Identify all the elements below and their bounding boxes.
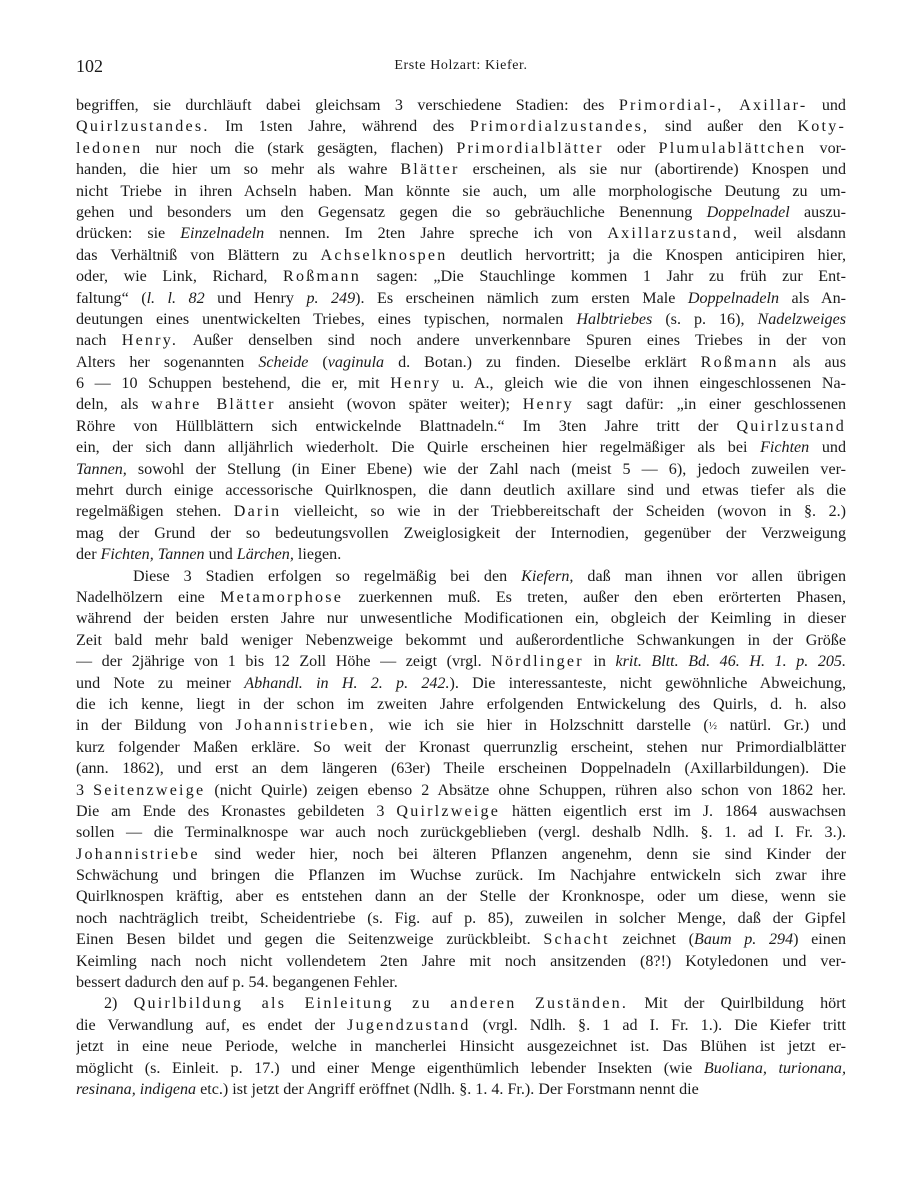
text-run: (ann. 1862), und erst an dem längeren (63er) Theile erscheinen Doppelnadeln (Axillarbildungen). Die <box>76 760 846 778</box>
spaced-text: Achselknospen <box>320 246 448 264</box>
text-line <box>76 822 846 843</box>
text-line <box>76 673 846 694</box>
italic-text: resinana, indigena <box>76 1080 197 1098</box>
text-run: zuerkennen muß. Es treten, außer den eben erörterten Phasen, <box>343 588 846 606</box>
text-line <box>76 844 846 865</box>
text-run: Mit der Quirlbildung hört <box>628 995 846 1013</box>
italic-text: Nadelzweiges <box>757 310 846 328</box>
spaced-text: Primordialzustandes, <box>469 118 650 136</box>
text-line <box>76 951 846 972</box>
italic-text: Fichten <box>760 439 810 457</box>
text-run: nicht Triebe in ihren Achseln haben. Man könnte sie auch, um alle morphologische Deutung zu um- <box>76 182 846 200</box>
text-run: regelmäßigen stehen. <box>76 503 234 521</box>
text-line <box>76 544 846 565</box>
text-run: oder <box>603 139 659 157</box>
spaced-text: Koty- <box>797 118 846 136</box>
text-line <box>76 1015 846 1036</box>
spaced-text: Johannistrieben, <box>235 717 376 735</box>
italic-text: Lärchen, <box>236 546 294 564</box>
spaced-text: Roßmann <box>700 353 779 371</box>
spaced-text: Axillarzustand, <box>607 225 740 243</box>
text-line <box>76 715 846 736</box>
text-line <box>76 245 846 266</box>
text-run: jetzt in eine neue Periode, welche in mancherlei Hinsicht ausgezeichnet ist. Das Blühen ist jetzt er- <box>76 1038 846 1056</box>
text-run: Keimling nach noch nicht vollendetem 2ten Jahre mit noch ansitzenden (8?!) Kotyledonen und ver- <box>76 952 846 970</box>
italic-text: Doppelnadeln <box>687 289 780 307</box>
italic-text: Baum p. 294 <box>694 931 794 949</box>
text-run: als An- <box>779 289 846 307</box>
text-run: Zeit bald mehr bald weniger Nebenzweige bekommt und außerordentliche Schwankungen in der Größe <box>76 631 846 649</box>
text-line <box>76 737 846 758</box>
text-run: möglicht (s. Einleit. p. 17.) und einer Menge eigenthümlich lebender Insekten (wie <box>76 1059 704 1077</box>
text-run: liegen. <box>293 546 342 564</box>
text-run: sowohl der Stellung (in Einer Ebene) wie der Zahl nach (meist 5 — 6), jedoch zuweilen ver- <box>126 460 846 478</box>
spaced-text: Henry <box>522 396 574 414</box>
text-line <box>76 459 846 480</box>
text-line <box>76 223 846 244</box>
text-run: und Henry <box>204 289 307 307</box>
text-run: sollen — die Terminalknospe war auch noch zurückgeblieben (vergl. deshalb Ndlh. §. 1. ad I. Fr. 3.). <box>76 824 846 842</box>
italic-text: Halbtriebes <box>576 310 653 328</box>
text-line <box>76 288 846 309</box>
text-run: Schwächung und bringen die Pflanzen im Wuchse zurück. Im Nachjahre entwickeln sich zwar ihre <box>76 867 846 885</box>
text-line <box>76 1036 846 1057</box>
text-line <box>76 352 846 373</box>
text-run: mehrt durch einige accessorische Quirlknospen, die dann deutlich axillare sind und etwas tiefer als die <box>76 482 846 500</box>
text-run: sind außer den <box>649 118 798 136</box>
text-run: d. Botan.) zu finden. Dieselbe erklärt <box>384 353 701 371</box>
text-run: etc.) ist jetzt der Angriff eröffnet (Ndlh. §. 1. 4. Fr.). Der Forstmann nennt die <box>196 1080 699 1098</box>
spaced-text: Jugendzustand <box>347 1016 471 1034</box>
italic-text: Kiefern, <box>521 567 574 585</box>
spaced-text: Plumulablättchen <box>658 139 807 157</box>
spaced-text: wahre Blätter <box>151 396 276 414</box>
text-line <box>76 608 846 629</box>
text-run: ). Es erscheinen nämlich zum ersten Male <box>355 289 688 307</box>
text-run: zeichnet ( <box>609 931 695 949</box>
text-run: handen, die hier um so mehr als wahre <box>76 161 401 179</box>
text-run: und Note zu meiner <box>76 674 245 692</box>
page-header <box>76 56 846 80</box>
text-run: gehen und besonders um den Gegensatz gegen die so gebräuchliche Benennung <box>76 203 707 221</box>
text-line <box>76 116 846 137</box>
spaced-text: Quirlbildung als Einleitung zu anderen Zuständen. <box>133 995 629 1013</box>
text-line <box>76 394 846 415</box>
text-run: Nadelhölzern eine <box>76 588 221 606</box>
text-run: nach <box>76 332 122 350</box>
text-run: ( <box>308 353 328 371</box>
text-line <box>76 138 846 159</box>
spaced-text: Roßmann <box>283 268 362 286</box>
italic-text: Tannen, <box>76 460 127 478</box>
spaced-text: Blätter <box>400 161 460 179</box>
text-run: deutlich hervortritt; ja die Knospen anticipiren hier, <box>447 246 846 264</box>
text-run: der <box>76 546 101 564</box>
text-run: 2) <box>104 995 134 1013</box>
spaced-text: Quirlzweige <box>396 802 501 820</box>
text-line <box>76 630 846 651</box>
spaced-text: Primordial-, Axillar- <box>618 97 808 114</box>
text-run: — der 2jährige von 1 bis 12 Zoll Höhe — zeigt (vrgl. <box>76 653 492 671</box>
spaced-text: Nördlinger <box>491 653 584 671</box>
text-line <box>76 95 846 116</box>
text-run: die ich kenne, liegt in der schon im zweiten Jahre erfolgenden Entwickelung des Quirls, d. h. also <box>76 695 846 713</box>
text-line <box>76 480 846 501</box>
text-run: oder, wie Link, Richard, <box>76 268 284 286</box>
text-run: natürl. Gr.) und <box>717 717 846 735</box>
text-run: bessert dadurch den auf p. 54. begangenen Fehler. <box>76 974 398 992</box>
text-line <box>76 266 846 287</box>
italic-text: l. l. 82 <box>146 289 205 307</box>
text-run: ½ <box>708 720 718 733</box>
text-run: begriffen, sie durchläuft dabei gleichsam 3 verschiedene Stadien: des <box>76 97 619 114</box>
text-run: deln, als <box>76 396 152 414</box>
text-run: sagt dafür: „in einer geschlossenen <box>573 396 846 414</box>
spaced-text: Seitenzweige <box>93 781 206 799</box>
italic-text: Abhandl. in H. 2. p. 242. <box>244 674 450 692</box>
text-line <box>76 1058 846 1079</box>
text-line <box>76 159 846 180</box>
italic-text: Fichten, Tannen <box>100 546 205 564</box>
body-text <box>76 95 846 1100</box>
text-line <box>76 694 846 715</box>
text-run: Einen Besen bildet und gegen die Seitenzweige zurückbleibt. <box>76 931 544 949</box>
spaced-text: Henry. <box>121 332 179 350</box>
text-run: ansieht (wovon später weiter); <box>275 396 523 414</box>
text-run: in <box>583 653 616 671</box>
text-run: vor- <box>806 139 846 157</box>
text-line <box>76 587 846 608</box>
running-title: Erste Holzart: Kiefer. <box>394 58 528 73</box>
spaced-text: Primordialblätter <box>456 139 604 157</box>
text-run: und <box>809 439 846 457</box>
text-run: kurz folgender Maßen erkläre. So weit der Kronast querrunzlig erscheint, stehen nur Primordialblätter <box>76 738 846 756</box>
text-run: auszu- <box>789 203 846 221</box>
spaced-text: Johannistriebe <box>76 845 200 863</box>
text-run: die Verwandlung auf, es endet der <box>76 1016 348 1034</box>
page-number: 102 <box>76 56 103 76</box>
italic-text: krit. Bltt. Bd. 46. H. 1. p. 205. <box>615 653 846 671</box>
text-run: daß man ihnen vor allen übrigen <box>573 567 846 585</box>
italic-text: Doppelnadel <box>706 203 790 221</box>
text-run: während der beiden ersten Jahre nur unwesentliche Modificationen ein, obgleich der Keimling in dieser <box>76 610 846 628</box>
text-run: Alters her sogenannten <box>76 353 259 371</box>
text-line <box>76 202 846 223</box>
text-run: (vrgl. Ndlh. §. 1 ad I. Fr. 1.). Die Kiefer tritt <box>470 1016 846 1034</box>
text-run: nur noch die (stark gesägten, flachen) <box>142 139 457 157</box>
text-run: Röhre von Hüllblättern sich entwickelnde Blattnadeln.“ Im 3ten Jahre tritt der <box>76 417 737 435</box>
text-run: sind weder hier, noch bei älteren Pflanzen angenehm, denn sie sind Kinder der <box>199 845 846 863</box>
text-run: Die am Ende des Kronastes gebildeten 3 <box>76 802 397 820</box>
text-run: Quirlknospen kräftig, aber es entstehen dann an der Stelle der Kronknospe, oder um diese, wenn sie <box>76 888 846 906</box>
text-line <box>76 181 846 202</box>
spaced-text: Henry <box>390 375 442 393</box>
italic-text: Einzelnadeln <box>180 225 265 243</box>
text-line <box>76 416 846 437</box>
text-run: 6 — 10 Schuppen bestehend, die er, mit <box>76 375 391 393</box>
text-line <box>76 865 846 886</box>
text-line <box>76 309 846 330</box>
italic-text: Buoliana, turionana, <box>703 1059 846 1077</box>
text-run: ). Die interessanteste, nicht gewöhnliche Abweichung, <box>449 674 846 692</box>
spaced-text: ledonen <box>76 139 143 157</box>
text-run: 3 <box>76 781 94 799</box>
text-run: mag der Grund der so bedeutungsvollen Zweiglosigkeit der Internodien, gegenüber der Verzweigung <box>76 524 846 542</box>
text-run: deutungen eines unentwickelten Triebes, eines typischen, normalen <box>76 310 577 328</box>
text-line <box>76 972 846 993</box>
text-line <box>76 758 846 779</box>
text-run: erscheinen, als sie nur (abortirende) Knospen und <box>459 161 846 179</box>
text-line <box>76 330 846 351</box>
italic-text: Scheide <box>258 353 309 371</box>
spaced-text: Quirlzustand <box>736 417 846 435</box>
text-run: wie ich sie hier in Holzschnitt darstelle ( <box>375 717 709 735</box>
text-run: Im 1sten Jahre, während des <box>209 118 470 136</box>
text-line <box>76 801 846 822</box>
spaced-text: Quirlzustandes. <box>76 118 210 136</box>
text-line <box>76 908 846 929</box>
text-run: Außer denselben sind noch andere unverkennbare Spuren eines Triebes in der von <box>178 332 846 350</box>
text-run: drücken: sie <box>76 225 181 243</box>
text-line <box>76 651 846 672</box>
text-line <box>76 780 846 801</box>
text-run: ein, der sich dann alljährlich wiederholt. Die Quirle erscheinen hier regelmäßiger als bei <box>76 439 761 457</box>
text-run: und <box>204 546 237 564</box>
spaced-text: Metamorphose <box>220 588 344 606</box>
spaced-text: Darin <box>233 503 282 521</box>
text-run: das Verhältniß von Blättern zu <box>76 246 321 264</box>
spaced-text: Schacht <box>543 931 610 949</box>
text-line <box>76 993 846 1014</box>
text-run: weil alsdann <box>739 225 846 243</box>
text-line <box>76 523 846 544</box>
text-line <box>76 566 846 587</box>
text-line <box>76 437 846 458</box>
text-run: faltung“ ( <box>76 289 147 307</box>
text-line <box>76 1079 846 1100</box>
text-run: vielleicht, so wie in der Triebbereitschaft der Scheiden (wovon in §. 2.) <box>281 503 846 521</box>
text-run: (s. p. 16), <box>652 310 758 328</box>
text-run: Diese 3 Stadien erfolgen so regelmäßig bei den <box>133 567 522 585</box>
text-run: als aus <box>778 353 846 371</box>
text-run: hätten eigentlich erst im J. 1864 auswachsen <box>500 802 846 820</box>
text-run: noch nachträglich treibt, Scheidentriebe (s. Fig. auf p. 85), zuweilen in solcher Menge, daß der Gipfel <box>76 909 846 927</box>
text-run: u. A., gleich wie die von ihnen eingeschlossenen Na- <box>441 375 846 393</box>
text-run: und <box>807 97 846 114</box>
text-run: in der Bildung von <box>76 717 236 735</box>
text-run: nennen. Im 2ten Jahre spreche ich von <box>264 225 608 243</box>
text-run: ) einen <box>793 931 846 949</box>
text-run: (nicht Quirle) zeigen ebenso 2 Absätze ohne Schuppen, rühren also schon von 1862 her. <box>205 781 846 799</box>
text-line <box>76 373 846 394</box>
text-line <box>76 501 846 522</box>
text-line <box>76 886 846 907</box>
italic-text: p. 249 <box>306 289 356 307</box>
italic-text: vaginula <box>327 353 385 371</box>
text-run: sagen: „Die Stauchlinge kommen 1 Jahr zu früh zur Ent- <box>361 268 846 286</box>
text-line <box>76 929 846 950</box>
